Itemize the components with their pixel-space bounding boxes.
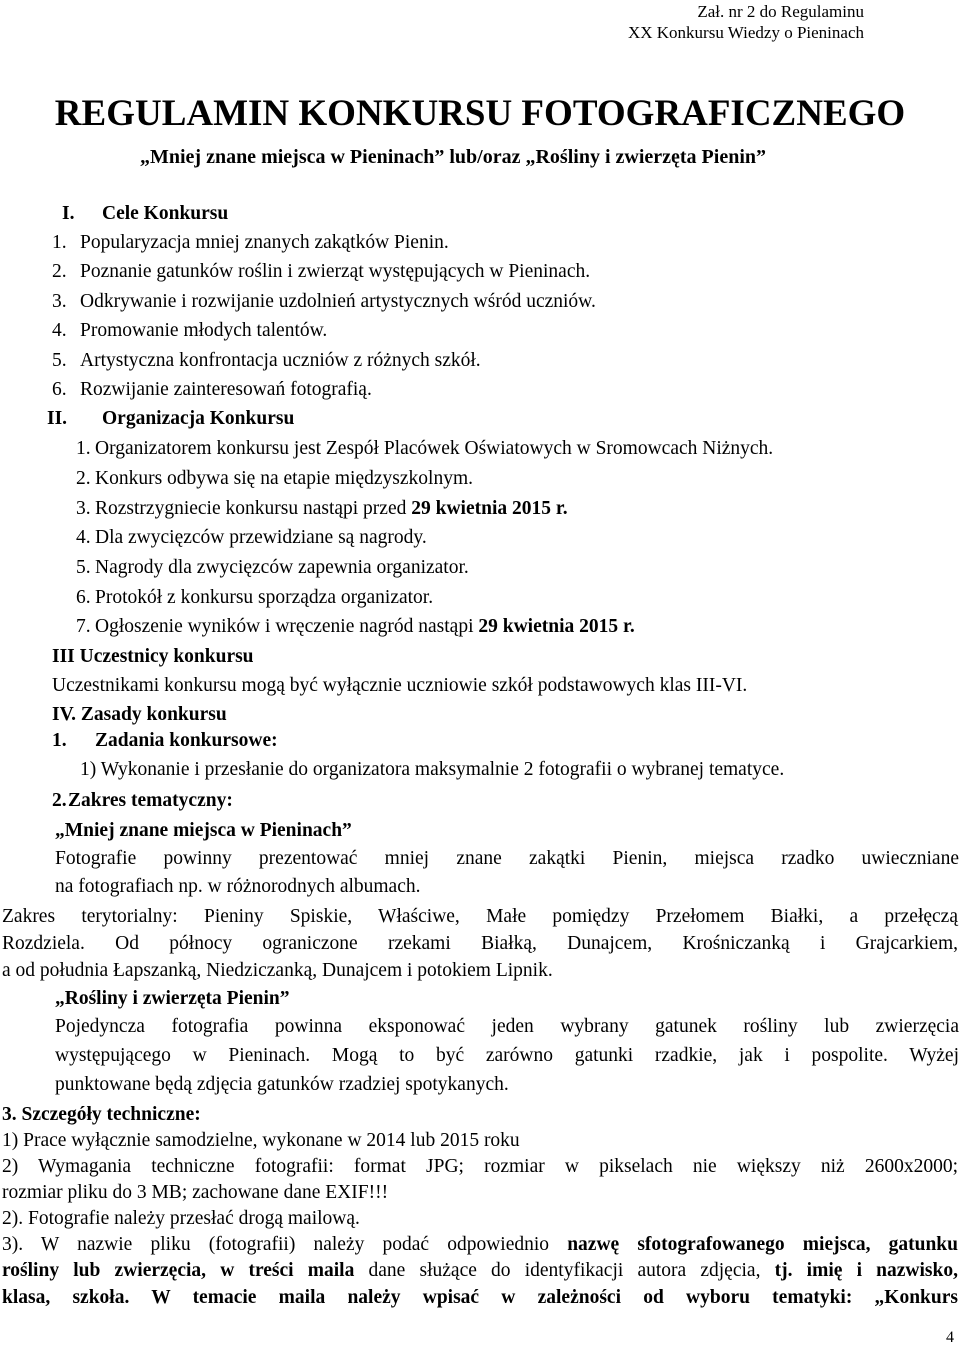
tech-item-4-text-b: nazwę sfotografowanego miejsca, gatunku (567, 1234, 958, 1255)
org-6-text: Protokół z konkursu sporządza organizator. (95, 587, 434, 608)
goal-1-text: Popularyzacja mniej znanych zakątków Pienin. (80, 232, 449, 253)
scope-heading: Zakres tematyczny: (68, 790, 233, 811)
org-3-line (95, 498, 568, 520)
tech-item-4-line-2 (2, 1260, 958, 1282)
org-1-text: Organizatorem konkursu jest Zespół Placówek Oświatowych w Sromowcach Niżnych. (95, 438, 774, 459)
section-1-heading: Cele Konkursu (102, 203, 229, 224)
goal-5-text: Artystyczna konfrontacja uczniów z różnych szkół. (80, 350, 481, 371)
topic-1-title: „Mniej znane miejsca w Pieninach” (55, 820, 352, 841)
header-attachment: Zał. nr 2 do Regulaminu (697, 2, 864, 21)
tech-item-4-line-1 (2, 1234, 958, 1256)
topic-2-line-1: Pojedyncza fotografia powinna eksponować jeden wybrany gatunek rośliny lub zwierzęcia (55, 1016, 959, 1037)
org-5-text: Nagrody dla zwycięzców zapewnia organizator. (95, 557, 469, 578)
document-title: REGULAMIN KONKURSU FOTOGRAFICZNEGO (54, 93, 906, 134)
org-3-date: 29 kwietnia 2015 r. (411, 498, 568, 519)
goal-2-number: 2. (52, 261, 67, 282)
goal-3-text: Odkrywanie i rozwijanie uzdolnień artystycznych wśród uczniów. (80, 291, 596, 312)
tech-item-1: 1) Prace wyłącznie samodzielne, wykonane w 2014 lub 2015 roku (2, 1130, 520, 1151)
org-7-number: 7. (76, 616, 91, 637)
tech-item-2-line-1: 2) Wymagania techniczne fotografii: format JPG; rozmiar w pikselach nie większy niż 2600x2000; (2, 1156, 958, 1177)
org-3-text: Rozstrzygniecie konkursu nastąpi przed (95, 498, 412, 519)
tech-item-4-text-a: 3). W nazwie pliku (fotografii) należy podać odpowiednio (2, 1234, 568, 1255)
goal-4-number: 4. (52, 320, 67, 341)
goal-4-text: Promowanie młodych talentów. (80, 320, 328, 341)
tech-heading: 3. Szczegóły techniczne: (2, 1104, 201, 1125)
goal-3-number: 3. (52, 291, 67, 312)
org-2-number: 2. (76, 468, 91, 489)
task-item-1: 1) Wykonanie i przesłanie do organizatora maksymalnie 2 fotografii o wybranej tematyce. (80, 759, 785, 780)
section-1-number: I. (62, 203, 75, 224)
org-4-text: Dla zwycięzców przewidziane są nagrody. (95, 527, 427, 548)
tech-item-2-line-2: rozmiar pliku do 3 MB; zachowane dane EXIF!!! (2, 1182, 389, 1203)
topic-1-line-2: na fotografiach np. w różnorodnych albumach. (55, 876, 421, 897)
topic-2-line-2: występującego w Pieninach. Mogą to być zarówno gatunki rzadkie, jak i pospolite. Wyżej (55, 1045, 959, 1066)
header-contest: XX Konkursu Wiedzy o Pieninach (627, 23, 864, 42)
goal-6-text: Rozwijanie zainteresowań fotografią. (80, 379, 372, 400)
topic-2-line-3: punktowane będą zdjęcia gatunków rzadziej spotykanych. (55, 1074, 509, 1095)
scope-number: 2. (52, 790, 67, 811)
org-7-date: 29 kwietnia 2015 r. (478, 616, 635, 637)
org-5-number: 5. (76, 557, 91, 578)
tasks-heading: Zadania konkursowe: (95, 730, 278, 751)
section-2-heading: Organizacja Konkursu (102, 408, 295, 429)
topic-1-line-1: Fotografie powinny prezentować mniej znane zakątki Pienin, miejsca rzadko uwieczniane (55, 848, 959, 869)
topic-2-title: „Rośliny i zwierzęta Pienin” (55, 988, 290, 1009)
tech-item-3: 2). Fotografie należy przesłać drogą mailową. (2, 1208, 360, 1229)
section-2-number: II. (47, 408, 68, 429)
org-6-number: 6. (76, 587, 91, 608)
goal-5-number: 5. (52, 350, 67, 371)
org-7-line (95, 616, 635, 638)
section-4-heading: IV. Zasady konkursu (52, 704, 227, 725)
org-2-text: Konkurs odbywa się na etapie międzyszkolnym. (95, 468, 473, 489)
page-number: 4 (946, 1329, 954, 1346)
tech-item-4-text-d: dane służące do identyfikacji autora zdjęcia, (354, 1260, 775, 1281)
tech-item-4-text-c: rośliny lub zwierzęcia, w treści maila (2, 1260, 355, 1281)
goal-2-text: Poznanie gatunków roślin i zwierząt występujących w Pieninach. (80, 261, 591, 282)
section-3-heading: III Uczestnicy konkursu (52, 646, 254, 667)
org-4-number: 4. (76, 527, 91, 548)
area-line-1: Zakres terytorialny: Pieniny Spiskie, Właściwe, Małe pomiędzy Przełomem Białki, a przełęczą (2, 906, 958, 927)
org-3-number: 3. (76, 498, 91, 519)
tasks-number: 1. (52, 730, 67, 751)
goal-6-number: 6. (52, 379, 67, 400)
area-line-2: Rozdziela. Od północy ograniczone rzekami Białką, Dunajcem, Krośniczanką i Grajcarkiem, (2, 933, 958, 954)
area-line-3: a od południa Łapszanką, Niedziczanką, Dunajcem i potokiem Lipnik. (2, 960, 553, 981)
tech-item-4-text-e: tj. imię i nazwisko, (774, 1260, 958, 1281)
goal-1-number: 1. (52, 232, 67, 253)
tech-item-4-line-3: klasa, szkoła. W temacie maila należy wpisać w zależności od wyboru tematyki: „Konkurs (2, 1287, 958, 1308)
org-1-number: 1. (76, 438, 91, 459)
document-subtitle: „Mniej znane miejsca w Pieninach” lub/oraz „Rośliny i zwierzęta Pienin” (139, 146, 767, 168)
section-3-text: Uczestnikami konkursu mogą być wyłącznie uczniowie szkół podstawowych klas III-VI. (52, 675, 748, 696)
org-7-text: Ogłoszenie wyników i wręczenie nagród nastąpi (95, 616, 479, 637)
